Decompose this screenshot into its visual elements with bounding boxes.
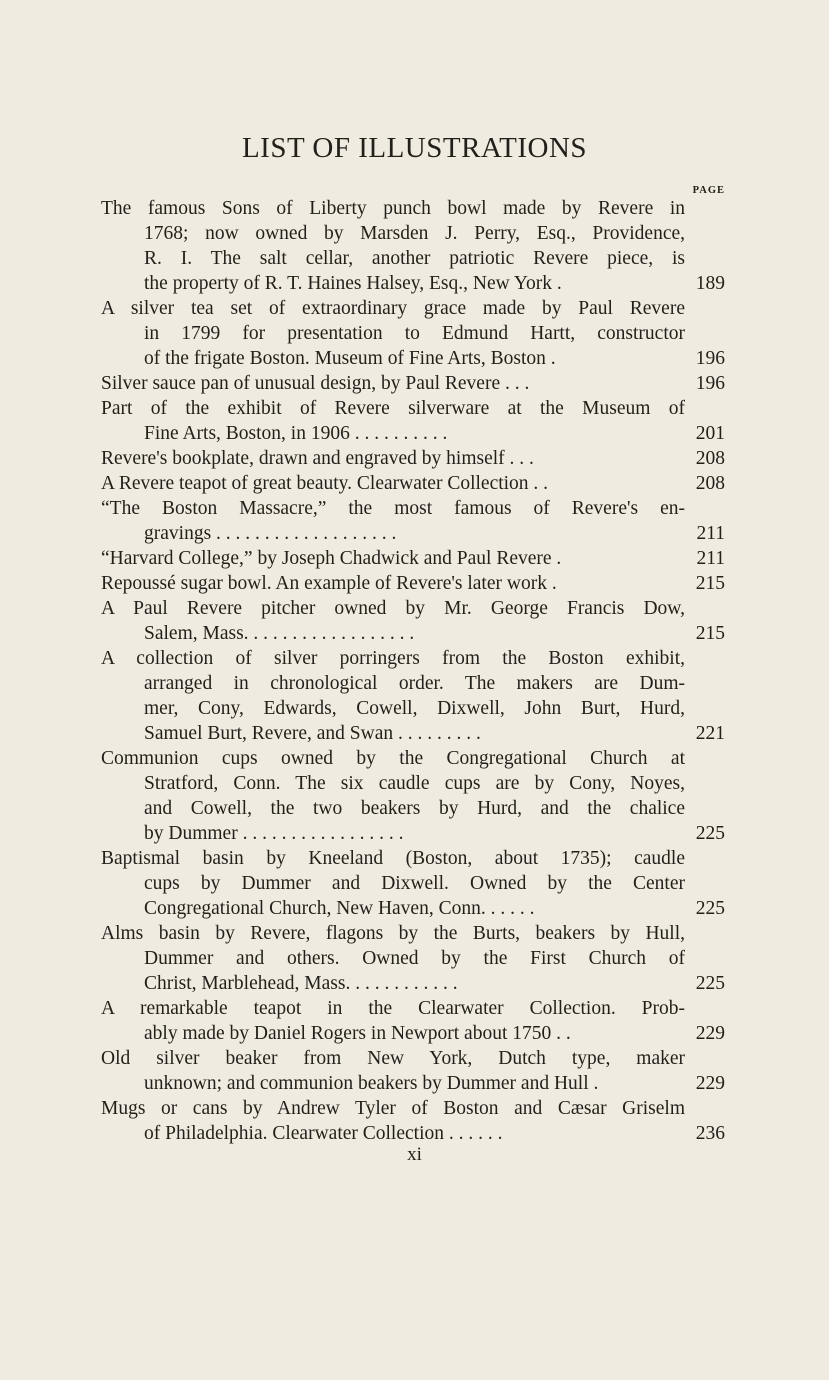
entry-line (101, 596, 725, 621)
illustration-entry (101, 196, 725, 296)
entry-line-text: The famous Sons of Liberty punch bowl made by Revere in (101, 198, 685, 219)
entry-page-number: 225 (695, 823, 725, 844)
entry-line (101, 321, 725, 346)
entry-line (101, 796, 725, 821)
entry-line-text: Part of the exhibit of Revere silverware at the Museum of (101, 398, 685, 419)
entry-page-number: 201 (695, 423, 725, 444)
page-column-label: PAGE (692, 185, 725, 196)
entry-line (101, 446, 725, 471)
entry-line (101, 1021, 725, 1046)
entry-line-text: cups by Dummer and Dixwell. Owned by the Center (144, 873, 685, 894)
illustration-entry (101, 546, 725, 571)
entry-line-text: by Dummer . . . . . . . . . . . . . . . . . (144, 823, 404, 844)
entry-line-text: in 1799 for presentation to Edmund Hartt, constructor (144, 323, 685, 344)
entry-line (101, 821, 725, 846)
entry-line-text: Communion cups owned by the Congregational Church at (101, 748, 685, 769)
entry-line-text: A remarkable teapot in the Clearwater Collection. Prob- (101, 998, 685, 1019)
entry-line (101, 471, 725, 496)
entry-line-text: Samuel Burt, Revere, and Swan . . . . . . . . . (144, 723, 481, 744)
entry-line (101, 221, 725, 246)
entry-line-text: Dummer and others. Owned by the First Church of (144, 948, 685, 969)
entry-line-text: Congregational Church, New Haven, Conn. . . . . . (144, 898, 535, 919)
illustration-entry (101, 746, 725, 846)
illustration-entry (101, 571, 725, 596)
illustration-entry (101, 496, 725, 546)
entry-line (101, 271, 725, 296)
entry-line-text: of the frigate Boston. Museum of Fine Arts, Boston . (144, 348, 556, 369)
entry-line-text: A collection of silver porringers from the Boston exhibit, (101, 648, 685, 669)
entry-line-text: Fine Arts, Boston, in 1906 . . . . . . . . . . (144, 423, 448, 444)
entry-page-number: 211 (696, 548, 725, 569)
entry-page-number: 236 (695, 1123, 725, 1144)
entry-line (101, 296, 725, 321)
entry-line-text: Alms basin by Revere, flagons by the Burts, beakers by Hull, (101, 923, 685, 944)
entry-line (101, 921, 725, 946)
entry-line-text: A Revere teapot of great beauty. Clearwater Collection . . (101, 473, 549, 494)
illustration-entry (101, 996, 725, 1046)
entry-line-text: A silver tea set of extraordinary grace made by Paul Revere (101, 298, 685, 319)
entry-line-text: Baptismal basin by Kneeland (Boston, about 1735); caudle (101, 848, 685, 869)
entry-line-text: Mugs or cans by Andrew Tyler of Boston and Cæsar Griselm (101, 1098, 685, 1119)
illustration-entry (101, 471, 725, 496)
entry-line (101, 746, 725, 771)
entry-line (101, 971, 725, 996)
entry-line (101, 1071, 725, 1096)
entry-line-text: “The Boston Massacre,” the most famous of Revere's en- (101, 498, 685, 519)
entry-line (101, 546, 725, 571)
entry-line (101, 196, 725, 221)
entry-page-number: 189 (695, 273, 725, 294)
entry-line (101, 671, 725, 696)
illustration-entry (101, 371, 725, 396)
entry-line (101, 521, 725, 546)
entry-line-text: Stratford, Conn. The six caudle cups are by Cony, Noyes, (144, 773, 685, 794)
entry-line-text: Christ, Marblehead, Mass. . . . . . . . . . . . (144, 973, 458, 994)
entry-line (101, 946, 725, 971)
entry-line-text: the property of R. T. Haines Halsey, Esq., New York . (144, 273, 562, 294)
entry-line-text: mer, Cony, Edwards, Cowell, Dixwell, John Burt, Hurd, (144, 698, 685, 719)
entry-page-number: 225 (695, 973, 725, 994)
entry-line (101, 896, 725, 921)
entry-line (101, 246, 725, 271)
entry-line (101, 496, 725, 521)
entry-page-number: 211 (696, 523, 725, 544)
entry-line (101, 421, 725, 446)
illustration-list (101, 196, 725, 1146)
entry-page-number: 215 (695, 623, 725, 644)
illustration-entry (101, 921, 725, 996)
illustration-entry (101, 446, 725, 471)
entry-line (101, 771, 725, 796)
entry-page-number: 215 (695, 573, 725, 594)
illustration-entry (101, 1096, 725, 1146)
entry-line (101, 846, 725, 871)
illustration-entry (101, 646, 725, 746)
entry-line-text: 1768; now owned by Marsden J. Perry, Esq., Providence, (144, 223, 685, 244)
entry-line (101, 371, 725, 396)
illustration-entry (101, 596, 725, 646)
entry-line (101, 396, 725, 421)
entry-line-text: Salem, Mass. . . . . . . . . . . . . . . . . . (144, 623, 415, 644)
entry-line-text: A Paul Revere pitcher owned by Mr. George Francis Dow, (101, 598, 685, 619)
page-title: LIST OF ILLUSTRATIONS (241, 132, 588, 164)
illustration-entry (101, 396, 725, 446)
entry-line-text: gravings . . . . . . . . . . . . . . . . . . . (144, 523, 397, 544)
entry-page-number: 196 (695, 348, 725, 369)
illustration-entry (101, 846, 725, 921)
illustration-entry (101, 1046, 725, 1096)
folio-page-number: xi (407, 1144, 422, 1165)
entry-line-text: Old silver beaker from New York, Dutch type, maker (101, 1048, 685, 1069)
entry-line-text: R. I. The salt cellar, another patriotic Revere piece, is (144, 248, 685, 269)
illustration-entry (101, 296, 725, 371)
entry-page-number: 229 (695, 1073, 725, 1094)
entry-page-number: 208 (695, 473, 725, 494)
entry-line (101, 696, 725, 721)
entry-line (101, 1096, 725, 1121)
entry-line (101, 996, 725, 1021)
entry-page-number: 229 (695, 1023, 725, 1044)
entry-line-text: of Philadelphia. Clearwater Collection . . . . . . (144, 1123, 503, 1144)
entry-page-number: 225 (695, 898, 725, 919)
entry-line (101, 621, 725, 646)
entry-page-number: 221 (695, 723, 725, 744)
entry-page-number: 196 (695, 373, 725, 394)
entry-line-text: Revere's bookplate, drawn and engraved by himself . . . (101, 448, 534, 469)
entry-line-text: “Harvard College,” by Joseph Chadwick and Paul Revere . (101, 548, 562, 569)
entry-line-text: ably made by Daniel Rogers in Newport about 1750 . . (144, 1023, 571, 1044)
entry-line (101, 571, 725, 596)
entry-line (101, 646, 725, 671)
entry-line (101, 346, 725, 371)
entry-line (101, 871, 725, 896)
entry-line-text: Repoussé sugar bowl. An example of Revere's later work . (101, 573, 557, 594)
entry-line (101, 721, 725, 746)
entry-line-text: unknown; and communion beakers by Dummer and Hull . (144, 1073, 599, 1094)
entry-line-text: arranged in chronological order. The makers are Dum- (144, 673, 685, 694)
entry-line (101, 1046, 725, 1071)
entry-line-text: and Cowell, the two beakers by Hurd, and the chalice (144, 798, 685, 819)
entry-line-text: Silver sauce pan of unusual design, by Paul Revere . . . (101, 373, 530, 394)
entry-page-number: 208 (695, 448, 725, 469)
